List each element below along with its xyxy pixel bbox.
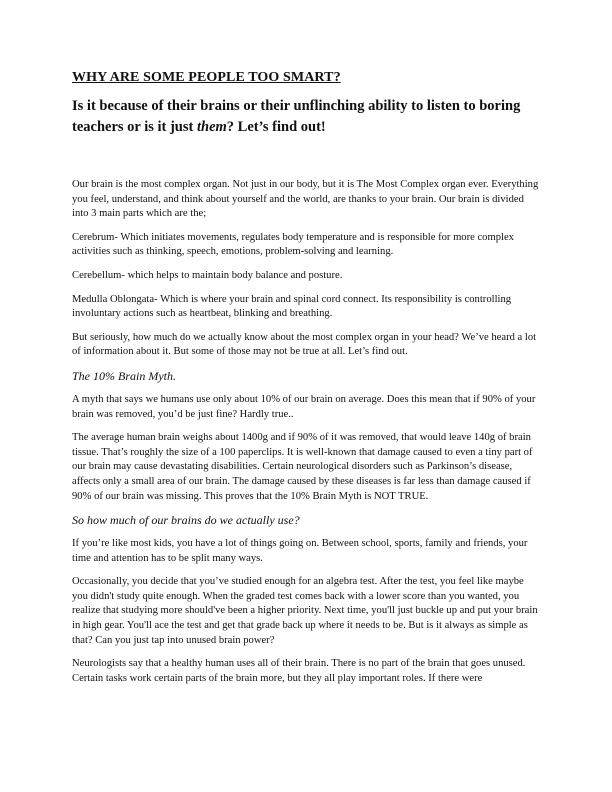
subtitle-emphasis: them xyxy=(196,119,227,135)
subtitle-text-before: Is it because of their brains or their unflinching ability to listen to boring teachers or is it just xyxy=(72,98,521,135)
paragraph-brain-weight: The average human brain weighs about 1400g and if 90% of it was removed, that would leave 140g of brain tissue. That’s roughly the size of a 100 paperclips. It is well-known that damage caused to even a tiny part of our brain may cause devastating disabilities. Certain neurological disorders such as Parkinson’s disease, affects only a small area of our brain. The damage caused by these diseases is far less than damage caused if 90% of our brain was missing. This proves that the 10% Brain Myth is NOT TRUE. xyxy=(72,432,533,502)
paragraph-neurologists: Neurologists say that a healthy human uses all of their brain. There is no part of the brain that goes unused. Certain tasks work certain parts of the brain more, but they all play important roles. If there were xyxy=(72,658,526,684)
subtitle-text-after: ? Let’s find out! xyxy=(226,119,326,135)
paragraph-myth-description: A myth that says we humans use only about 10% of our brain on average. Does this mean that if 90% of your brain was removed, you’d be just fine? Hardly true.. xyxy=(72,393,536,420)
paragraph-cerebellum: Cerebellum- which helps to maintain body balance and posture. xyxy=(72,269,343,281)
paragraph-medulla-oblongata: Medulla Oblongata- Which is where your brain and spinal cord connect. Its responsibility is controlling involuntary actions such as heartbeat, blinking and breathing. xyxy=(72,293,512,320)
section-heading-brain-usage: So how much of our brains do we actually use? xyxy=(72,513,300,528)
paragraph-cerebrum: Cerebrum- Which initiates movements, regulates body temperature and is responsible for more complex activities such as thinking, speech, emotions, problem-solving and learning. xyxy=(72,231,514,258)
paragraph-busy-kids: If you’re like most kids, you have a lot of things going on. Between school, sports, family and friends, your time and attention has to be split many ways. xyxy=(72,538,528,564)
document-subtitle xyxy=(72,96,540,138)
paragraph-how-much-we-know: But seriously, how much do we actually know about the most complex organ in your head? We’ve heard a lot of information about it. But some of those may not be true at all. Let’s find out. xyxy=(72,331,537,358)
document-title: WHY ARE SOME PEOPLE TOO SMART? xyxy=(72,70,341,85)
section-heading-ten-percent-myth: The 10% Brain Myth. xyxy=(72,368,176,383)
paragraph-brain-intro: Our brain is the most complex organ. Not just in our body, but it is The Most Complex organ ever. Everything you feel, understand, and think about yourself and the world, are thanks to your brain. Our brain is divided into 3 main parts which are the; xyxy=(72,179,539,220)
paragraph-algebra-test: Occasionally, you decide that you’ve studied enough for an algebra test. After the test, you feel like maybe you didn't study quite enough. When the graded test comes back with a lower score than you wanted, you realize that studying more should've been a higher priority. Next time, you'll just buckle up and put your brain in high gear. You'll ace the test and get that grade back up where it needs to be. But is it always as simple as that? Can you just tap into unused brain power? xyxy=(72,576,538,646)
